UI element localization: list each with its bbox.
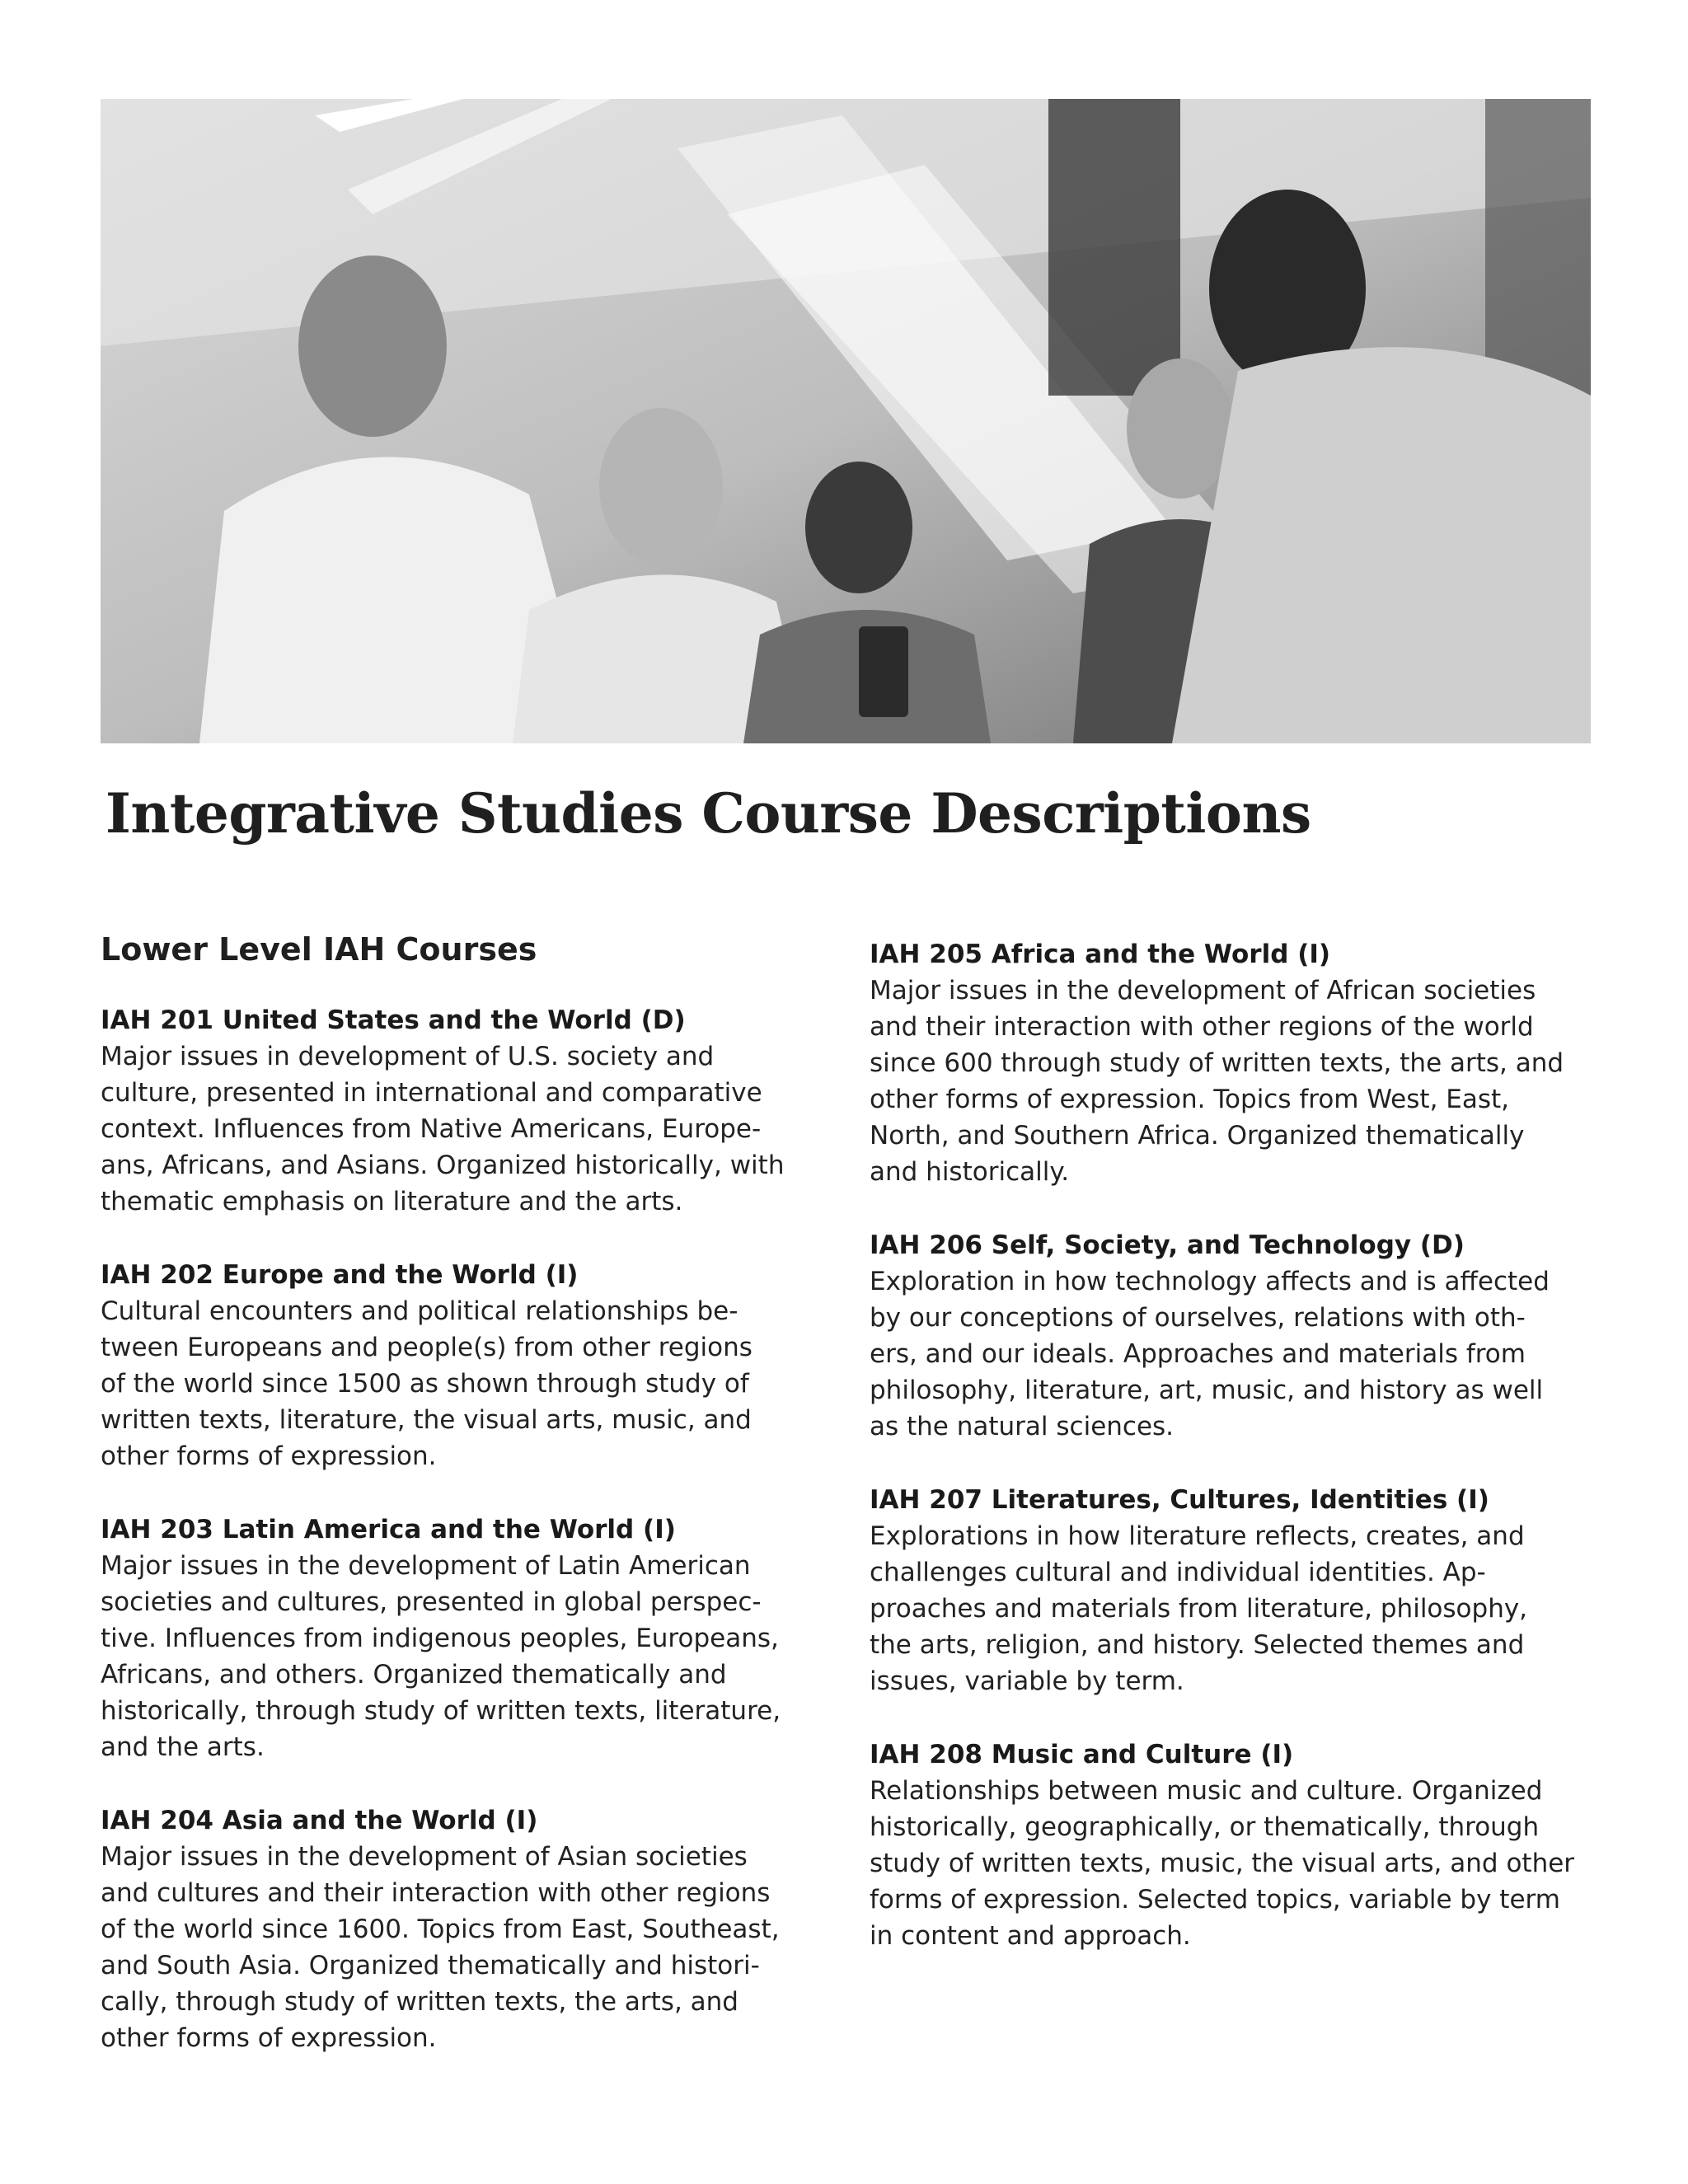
course-description xyxy=(101,1839,875,2056)
left-column xyxy=(101,931,875,2093)
course-description-line: issues, variable by term. xyxy=(870,1666,1184,1696)
course-description-line: thematic emphasis on literature and the arts. xyxy=(101,1186,683,1216)
course-description-line: proaches and materials from literature, philosophy, xyxy=(870,1594,1528,1624)
course-description-line: of the world since 1600. Topics from East, Southeast, xyxy=(101,1914,780,1944)
course-title: IAH 203 Latin America and the World (I) xyxy=(101,1514,676,1544)
right-column xyxy=(870,936,1644,1991)
course-title: IAH 204 Asia and the World (I) xyxy=(101,1805,538,1835)
course-description-line: other forms of expression. Topics from West, East, xyxy=(870,1085,1510,1114)
course-description-line: tween Europeans and people(s) from other regions xyxy=(101,1332,753,1362)
course-description-line: and historically. xyxy=(870,1157,1070,1187)
course-description-line: challenges cultural and individual identities. Ap- xyxy=(870,1558,1486,1587)
course-description-line: written texts, literature, the visual arts, music, and xyxy=(101,1404,752,1435)
course-description-line: as the natural sciences. xyxy=(870,1412,1175,1441)
course-description-line: forms of expression. Selected topics, variable by term xyxy=(870,1885,1560,1915)
course-description-line: by our conceptions of ourselves, relations with oth- xyxy=(870,1303,1526,1333)
course-description-line: Major issues in the development of Asian societies xyxy=(101,1841,748,1872)
course-description-line: Cultural encounters and political relationships be- xyxy=(101,1296,738,1326)
course-description-line: North, and Southern Africa. Organized thematically xyxy=(870,1121,1525,1151)
course-description-line: ans, Africans, and Asians. Organized historically, with xyxy=(101,1150,785,1180)
course-description-line: since 600 through study of written texts, the arts, and xyxy=(870,1048,1564,1078)
course-description-line: other forms of expression. xyxy=(101,1441,437,1471)
course-entry xyxy=(101,1002,875,1220)
course-entry xyxy=(101,1802,875,2056)
course-title: IAH 201 United States and the World (D) xyxy=(101,1005,686,1035)
course-title: IAH 202 Europe and the World (I) xyxy=(101,1259,579,1290)
section-heading: Lower Level IAH Courses xyxy=(101,931,537,968)
course-description-line: Major issues in development of U.S. society and xyxy=(101,1041,715,1071)
course-description-line: Exploration in how technology affects and is affected xyxy=(870,1267,1550,1296)
course-description-line: the arts, religion, and history. Selected themes and xyxy=(870,1630,1525,1660)
course-description-line: Major issues in the development of Latin American xyxy=(101,1550,751,1581)
course-description xyxy=(870,1518,1644,1699)
course-title: IAH 206 Self, Society, and Technology (D) xyxy=(870,1230,1465,1260)
course-title: IAH 208 Music and Culture (I) xyxy=(870,1740,1294,1769)
right-course-list xyxy=(870,936,1644,1954)
course-title: IAH 207 Literatures, Cultures, Identities (I) xyxy=(870,1485,1489,1515)
course-description-line: and their interaction with other regions of the world xyxy=(870,1012,1534,1042)
course-entry xyxy=(101,1257,875,1474)
page-title: Integrative Studies Course Descriptions xyxy=(106,781,1311,846)
course-description-line: and cultures and their interaction with other regions xyxy=(101,1877,771,1908)
students-group-photo xyxy=(101,99,1591,743)
course-description-line: Africans, and others. Organized thematically and xyxy=(101,1659,727,1690)
course-description-line: and the arts. xyxy=(101,1732,265,1762)
course-description-line: historically, geographically, or thematically, through xyxy=(870,1812,1540,1842)
course-description-line: Explorations in how literature reflects, creates, and xyxy=(870,1521,1525,1551)
course-title: IAH 205 Africa and the World (I) xyxy=(870,940,1331,969)
course-description-line: in content and approach. xyxy=(870,1921,1191,1951)
course-description-line: other forms of expression. xyxy=(101,2022,437,2053)
course-description-line: Major issues in the development of African societies xyxy=(870,976,1536,1005)
course-description-line: ers, and our ideals. Approaches and materials from xyxy=(870,1339,1526,1369)
course-entry xyxy=(101,1511,875,1765)
course-description-line: cally, through study of written texts, the arts, and xyxy=(101,1986,738,2017)
course-description xyxy=(101,1548,875,1765)
course-description xyxy=(870,972,1644,1190)
course-description-line: culture, presented in international and comparative xyxy=(101,1077,762,1108)
course-entry xyxy=(870,1227,1644,1445)
course-description-line: study of written texts, music, the visual arts, and other xyxy=(870,1849,1575,1878)
course-description xyxy=(870,1263,1644,1445)
course-entry xyxy=(870,936,1644,1190)
course-description-line: Relationships between music and culture. Organized xyxy=(870,1776,1543,1806)
course-description-line: historically, through study of written texts, literature, xyxy=(101,1695,781,1726)
course-description-line: context. Influences from Native Americans, Europe- xyxy=(101,1113,762,1144)
left-course-list xyxy=(101,1002,875,2056)
course-description-line: tive. Influences from indigenous peoples, Europeans, xyxy=(101,1623,779,1653)
course-entry xyxy=(870,1482,1644,1699)
course-description-line: of the world since 1500 as shown through study of xyxy=(101,1368,749,1399)
course-entry xyxy=(870,1736,1644,1954)
course-description-line: societies and cultures, presented in global perspec- xyxy=(101,1586,762,1617)
course-description xyxy=(101,1293,875,1474)
course-description-line: and South Asia. Organized thematically and histori- xyxy=(101,1950,760,1980)
header-photo xyxy=(101,99,1591,743)
course-description-line: philosophy, literature, art, music, and history as well xyxy=(870,1376,1544,1405)
course-description xyxy=(870,1773,1644,1954)
course-description xyxy=(101,1038,875,1220)
